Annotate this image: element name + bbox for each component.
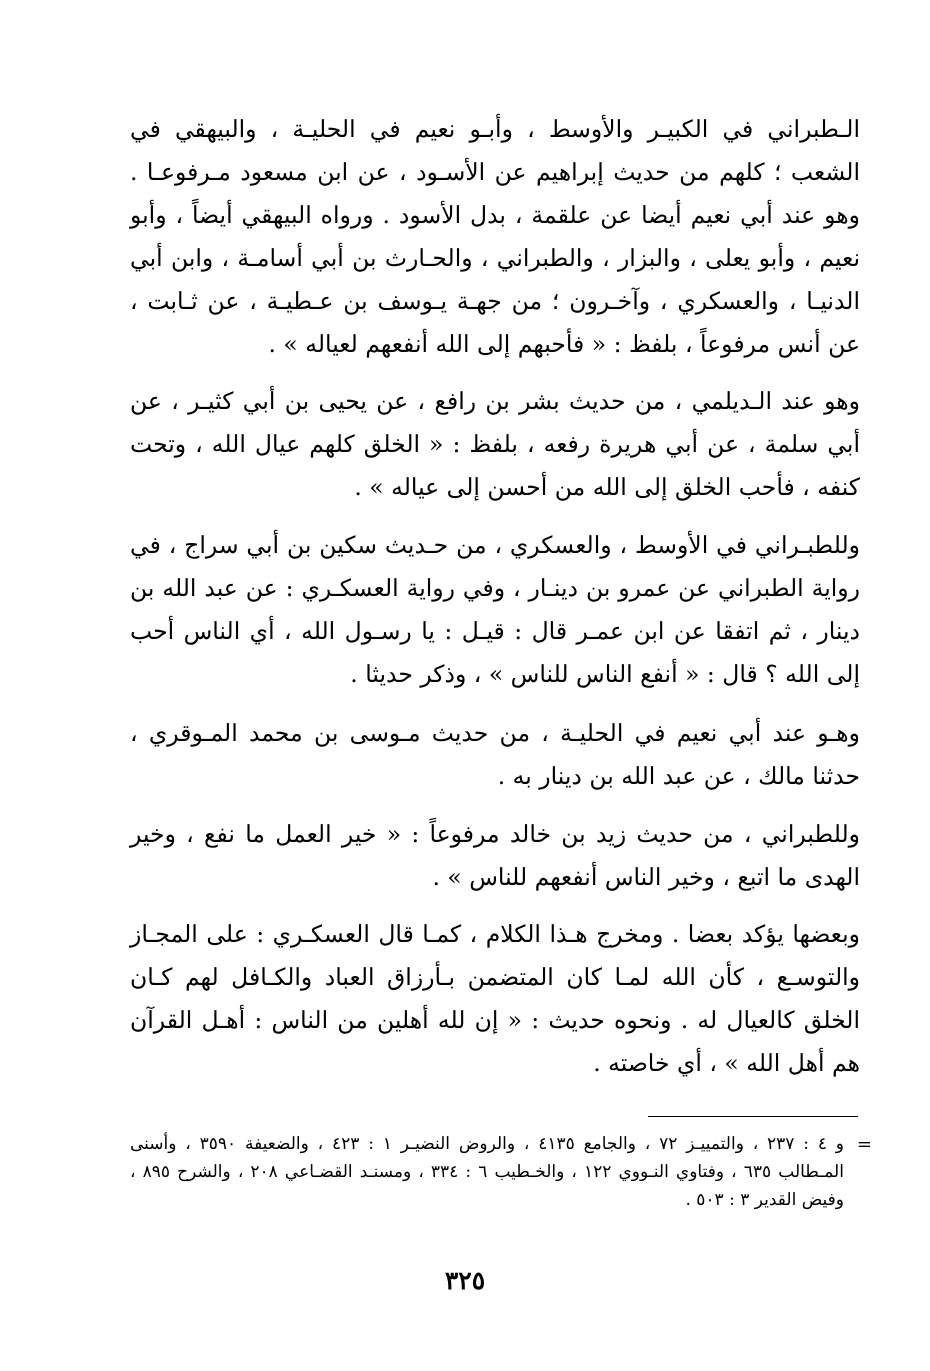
paragraph-2: وهو عند الـديلمي ، من حديث بشر بن رافع ، عن يحيى بن أبي كثيـر ، عن أبي سلمة ، عن أبي هريرة رفعه ، بلفظ : « الخلق كلهم عيال الله ، وتحت كنفه ، فأحب الخلق إلى الله من أحسن إلى عياله » . bbox=[130, 387, 860, 501]
footnote bbox=[130, 1130, 872, 1214]
paragraph-5: وللطبراني ، من حديث زيد بن خالد مرفوعاً : « خير العمل ما نفع ، وخير الهدى ما اتبع ، وخير الناس أنفعهم للناس » . bbox=[130, 820, 860, 891]
paragraph-1: الـطبراني في الكبيـر والأوسط ، وأبـو نعيم في الحليـة ، والبيهقي في الشعب ؛ كلهم من حديث إبراهيم عن الأسـود ، عن ابن مسعود مـرفوعـا . وهو عند أبي نعيم أيضا عن علقمة ، بدل الأسود . ورواه البيهقي أيضاً ، وأبو نعيم ، وأبو يعلى ، والبزار ، والطبراني ، والحـارث بن أبي أسامـة ، وابن أبي الدنيـا ، والعسكري ، وآخـرون ؛ من جهـة يـوسف بن عـطيـة ، عن ثـابت ، عن أنس مرفوعاً ، بلفظ : « فأحبهم إلى الله أنفعهم لعياله » . bbox=[130, 115, 860, 358]
paragraph-4: وهـو عند أبي نعيم في الحليـة ، من حديث مـوسى بن محمد المـوقري ، حدثنا مالك ، عن عبد الله بن دينار به . bbox=[130, 719, 860, 790]
page-number: ٣٢٥ bbox=[444, 1266, 486, 1295]
footnote-text: و ٤ : ٢٣٧ ، والتمييـز ٧٢ ، والجامع ٤١٣٥ ، والروض النضيـر ١ : ٤٢٣ ، والضعيفة ٣٥٩٠ ، وأسنى المـطالب ٦٣٥ ، وفتاوي النـووي ١٢٢ ، والخـطيب ٦ : ٣٣٤ ، ومسنـد القضـاعي ٢٠٨ ، والشرح ٨٩٥ ، وفيض القدير ٣ : ٥٠٣ . bbox=[130, 1134, 844, 1210]
footnote-divider bbox=[648, 1116, 858, 1117]
main-text bbox=[130, 108, 860, 1085]
paragraph-3: وللطبـراني في الأوسط ، والعسكري ، من حـديث سكين بن أبي سراج ، في رواية الطبراني عن عمرو بن دينـار ، وفي رواية العسكـري : عن عبد الله بن دينار ، ثم اتفقا عن ابن عمـر قال : قيـل : يا رسـول الله ، أي الناس أحب إلى الله ؟ قال : « أنفع الناس للناس » ، وذكر حديثا . bbox=[130, 531, 860, 688]
footnote-marker: = bbox=[856, 1134, 872, 1155]
paragraph-6: وبعضها يؤكد بعضا . ومخرج هـذا الكلام ، كمـا قال العسكـري : على المجـاز والتوسـع ، كأن الله لمـا كان المتضمن بـأرزاق العباد والكـافل لهم كـان الخلق كالعيال له . ونحوه حديث : « إن لله أهلين من الناس : أهـل القرآن هم أهل الله » ، أي خاصته . bbox=[130, 920, 860, 1077]
